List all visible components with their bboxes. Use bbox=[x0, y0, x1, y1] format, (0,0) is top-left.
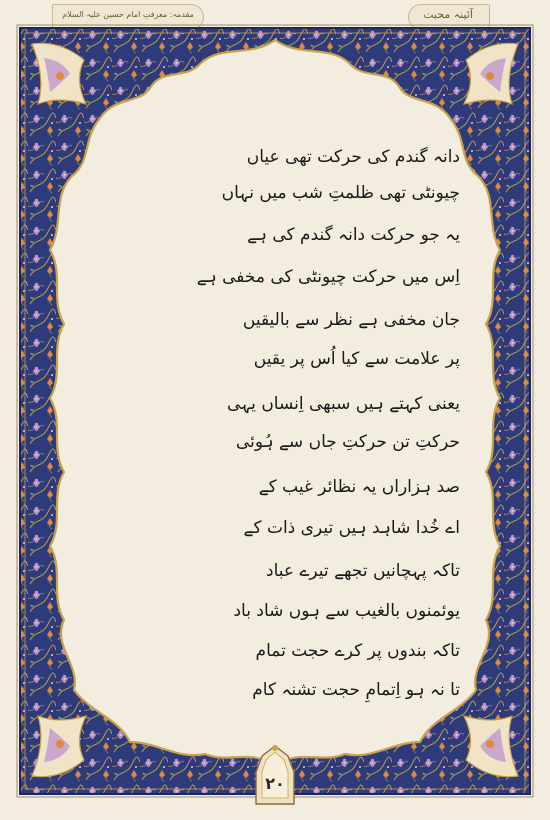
verse-line-2: چیونٹی تھی ظلمتِ شب میں نہاں bbox=[221, 183, 460, 203]
page-number: ۲۰ bbox=[265, 774, 285, 793]
verse-line-10: اے خُدا شاہد ہیں تیری ذات کے bbox=[243, 518, 460, 538]
verse-line-8: حرکتِ تن حرکتِ جاں سے ہُوئی bbox=[235, 432, 460, 452]
verse-line-1: دانہ گندم کی حرکت تھی عیاں bbox=[246, 147, 460, 167]
verse-line-5: جان مخفی ہے نظر سے بالیقیں bbox=[242, 310, 460, 330]
verse-line-9: صد ہزاراں یہ نظائر غیب کے bbox=[258, 477, 460, 497]
book-title: آئینہ محبت bbox=[423, 8, 473, 21]
verse-line-12: یوئمنوں بالغیب سے ہوں شاد باد bbox=[233, 601, 460, 621]
chapter-title: مقدمہ: معرفتِ امام حسین علیہ السلام bbox=[62, 10, 194, 19]
verse-line-7: یعنی کہتے ہیں سبھی اِنساں یہی bbox=[227, 394, 460, 414]
verse-line-4: اِس میں حرکت چیونٹی کی مخفی ہے bbox=[196, 267, 460, 287]
verse-line-11: تاکہ پہچانیں تجھے تیرے عباد bbox=[266, 561, 460, 581]
verse-line-3: یہ جو حرکت دانہ گندم کی ہے bbox=[247, 225, 460, 245]
verse-line-13: تاکہ بندوں پر کرے حجت تمام bbox=[255, 641, 460, 661]
verse-line-14: تا نہ ہو اِتمامِ حجت تشنہ کام bbox=[252, 680, 460, 700]
verse-line-6: پر علامت سے کیا اُس پر یقیں bbox=[253, 349, 460, 369]
